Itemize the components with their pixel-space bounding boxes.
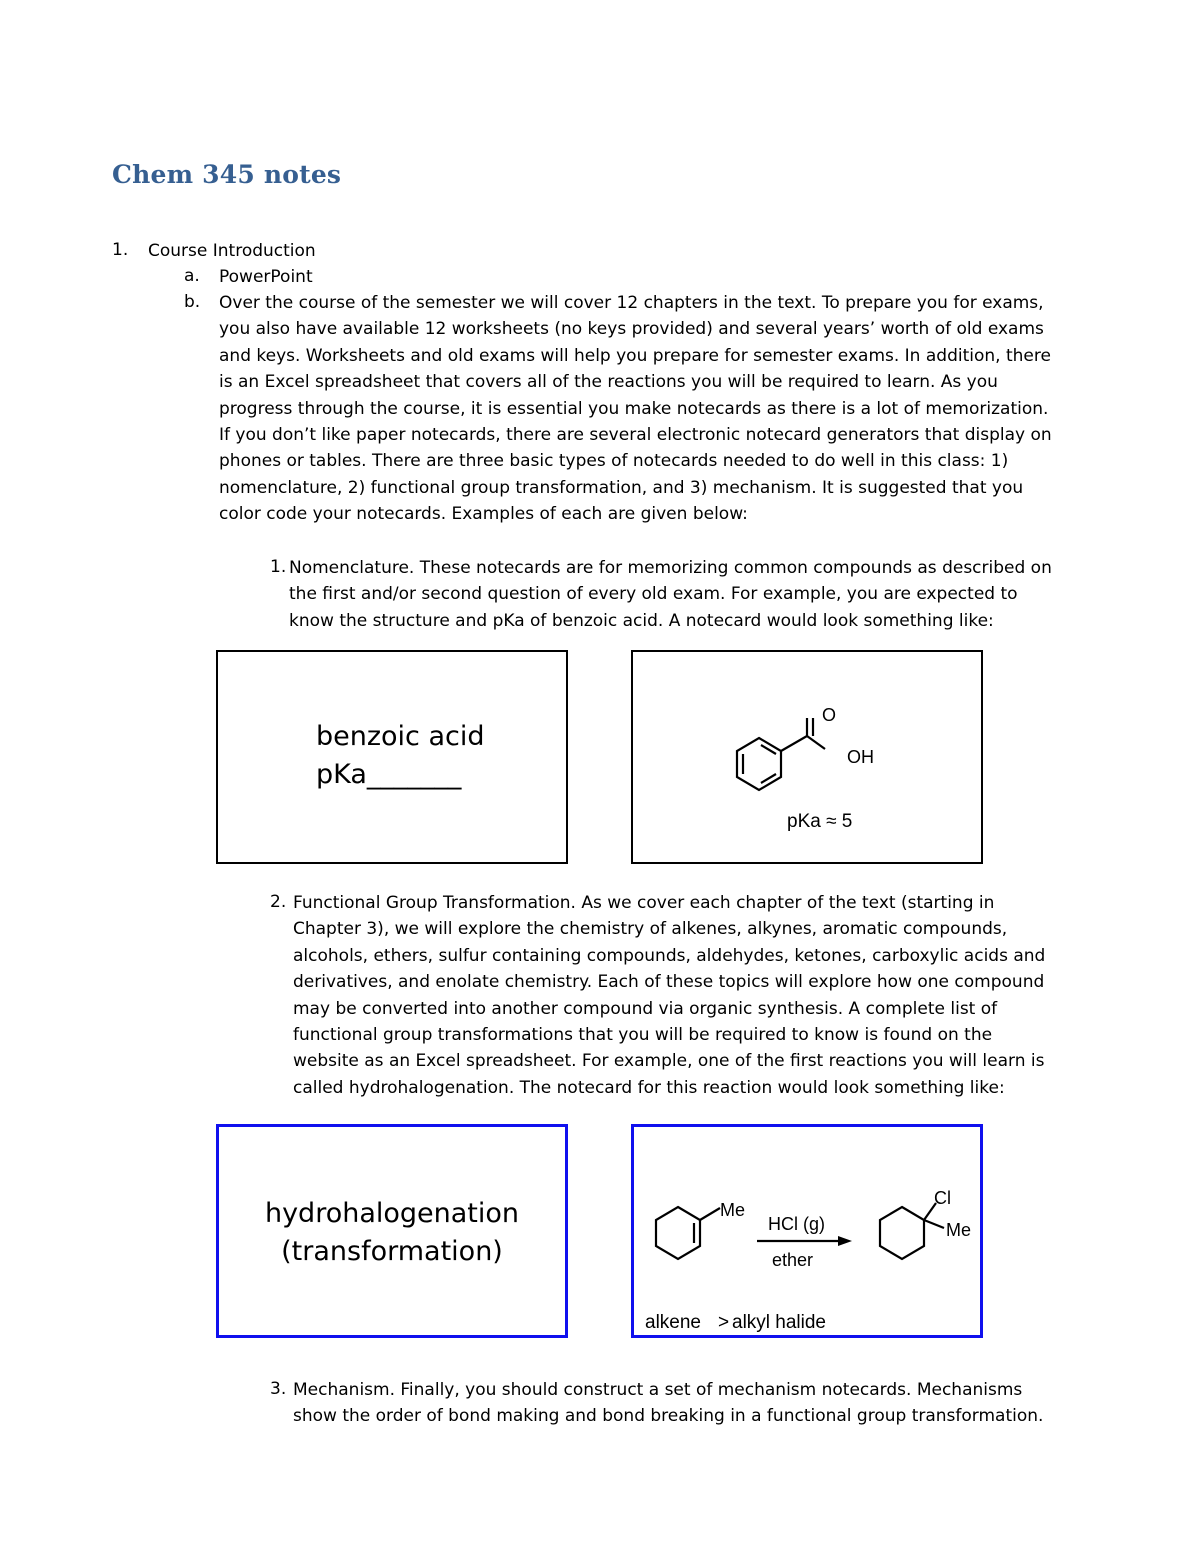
card-pka-blank: pKa_______ (316, 759, 462, 790)
reagent-label: HCl (g) (768, 1214, 825, 1234)
subitem-1-paragraph (289, 555, 1052, 634)
paragraph-line: may be converted into another compound via organic synthesis. A complete list of (293, 998, 998, 1019)
subitem-2-paragraph (293, 890, 1045, 1101)
page-title: Chem 345 notes (112, 160, 342, 189)
section-heading: Course Introduction (148, 241, 316, 261)
paragraph-line: Nomenclature. These notecards are for memorizing common compounds as described on (289, 558, 1052, 578)
card-reaction-name: hydrohalogenation (264, 1198, 520, 1229)
paragraph-line: you also have available 12 worksheets (no keys provided) and several years’ worth of old exams (219, 319, 1044, 340)
paragraph-line: and keys. Worksheets and old exams will help you prepare for semester exams. In addition, there (219, 345, 1051, 366)
card-compound-name: benzoic acid (316, 721, 485, 752)
paragraph-line: If you don’t like paper notecards, there are several electronic notecard generators that display on (219, 425, 1052, 446)
pka-value-label: pKa ≈ 5 (787, 811, 853, 832)
paragraph-line: show the order of bond making and bond breaking in a functional group transformation. (293, 1406, 1044, 1427)
item-b-marker: b. (184, 292, 201, 312)
paragraph-line: derivatives, and enolate chemistry. Each of these topics will explore how one compound (293, 972, 1045, 993)
paragraph-line: color code your notecards. Examples of each are given below: (219, 504, 748, 525)
subitem-3-marker: 3. (270, 1379, 287, 1399)
card-reaction-type: (transformation) (281, 1236, 503, 1267)
paragraph-line: progress through the course, it is essential you make notecards as there is a lot of memorization. (219, 398, 1049, 419)
subitem-2-marker: 2. (270, 892, 287, 912)
transformation-card-front (216, 1124, 568, 1338)
nomenclature-card-front (216, 650, 568, 864)
transformation-card-back (631, 1124, 983, 1338)
paragraph-line: functional group transformations that you will be required to know is found on the (293, 1025, 993, 1046)
paragraph-line: Chapter 3), we will explore the chemistry of alkenes, alkynes, aromatic compounds, (293, 919, 1008, 940)
hydrohalogenation-scheme (634, 1127, 980, 1335)
benzoic-acid-structure (633, 652, 980, 861)
arrow-head-icon (838, 1236, 852, 1246)
oxygen-label: O (822, 705, 837, 725)
paragraph-line: is an Excel spreadsheet that covers all of the reactions you will be required to learn. As you (219, 372, 998, 393)
paragraph-line: phones or tables. There are three basic types of notecards needed to do well in this class: 1) (219, 451, 1009, 472)
caption-to: alkyl halide (732, 1312, 826, 1333)
section-number: 1. (112, 240, 129, 260)
item-b-paragraph (219, 290, 1052, 528)
paragraph-line: nomenclature, 2) functional group transformation, and 3) mechanism. It is suggested that you (219, 477, 1024, 498)
paragraph-line: alcohols, ethers, sulfur containing compounds, aldehydes, ketones, carboxylic acids and (293, 945, 1046, 966)
paragraph-line: website as an Excel spreadsheet. For example, one of the first reactions you will learn is (293, 1051, 1045, 1072)
methyl-label-product: Me (946, 1220, 972, 1240)
item-a-text: PowerPoint (219, 267, 313, 287)
paragraph-line: called hydrohalogenation. The notecard for this reaction would look something like: (293, 1077, 1005, 1098)
nomenclature-card-back (631, 650, 983, 864)
caption-arrow: > (718, 1312, 730, 1333)
caption-from: alkene (645, 1312, 701, 1333)
paragraph-line: know the structure and pKa of benzoic acid. A notecard would look something like: (289, 610, 994, 631)
paragraph-line: Over the course of the semester we will cover 12 chapters in the text. To prepare you for exams, (219, 293, 1044, 313)
paragraph-line: Mechanism. Finally, you should construct a set of mechanism notecards. Mechanisms (293, 1380, 1023, 1400)
subitem-1-marker: 1. (270, 557, 287, 577)
chlorine-label: Cl (934, 1188, 951, 1208)
subitem-3-paragraph (293, 1377, 1043, 1430)
paragraph-line: Functional Group Transformation. As we cover each chapter of the text (starting in (293, 893, 995, 913)
hydroxyl-label: OH (847, 747, 874, 767)
item-a-marker: a. (184, 266, 200, 286)
methyl-label-reactant: Me (720, 1200, 746, 1220)
solvent-label: ether (772, 1250, 814, 1270)
paragraph-line: the first and/or second question of every old exam. For example, you are expected to (289, 584, 1018, 605)
